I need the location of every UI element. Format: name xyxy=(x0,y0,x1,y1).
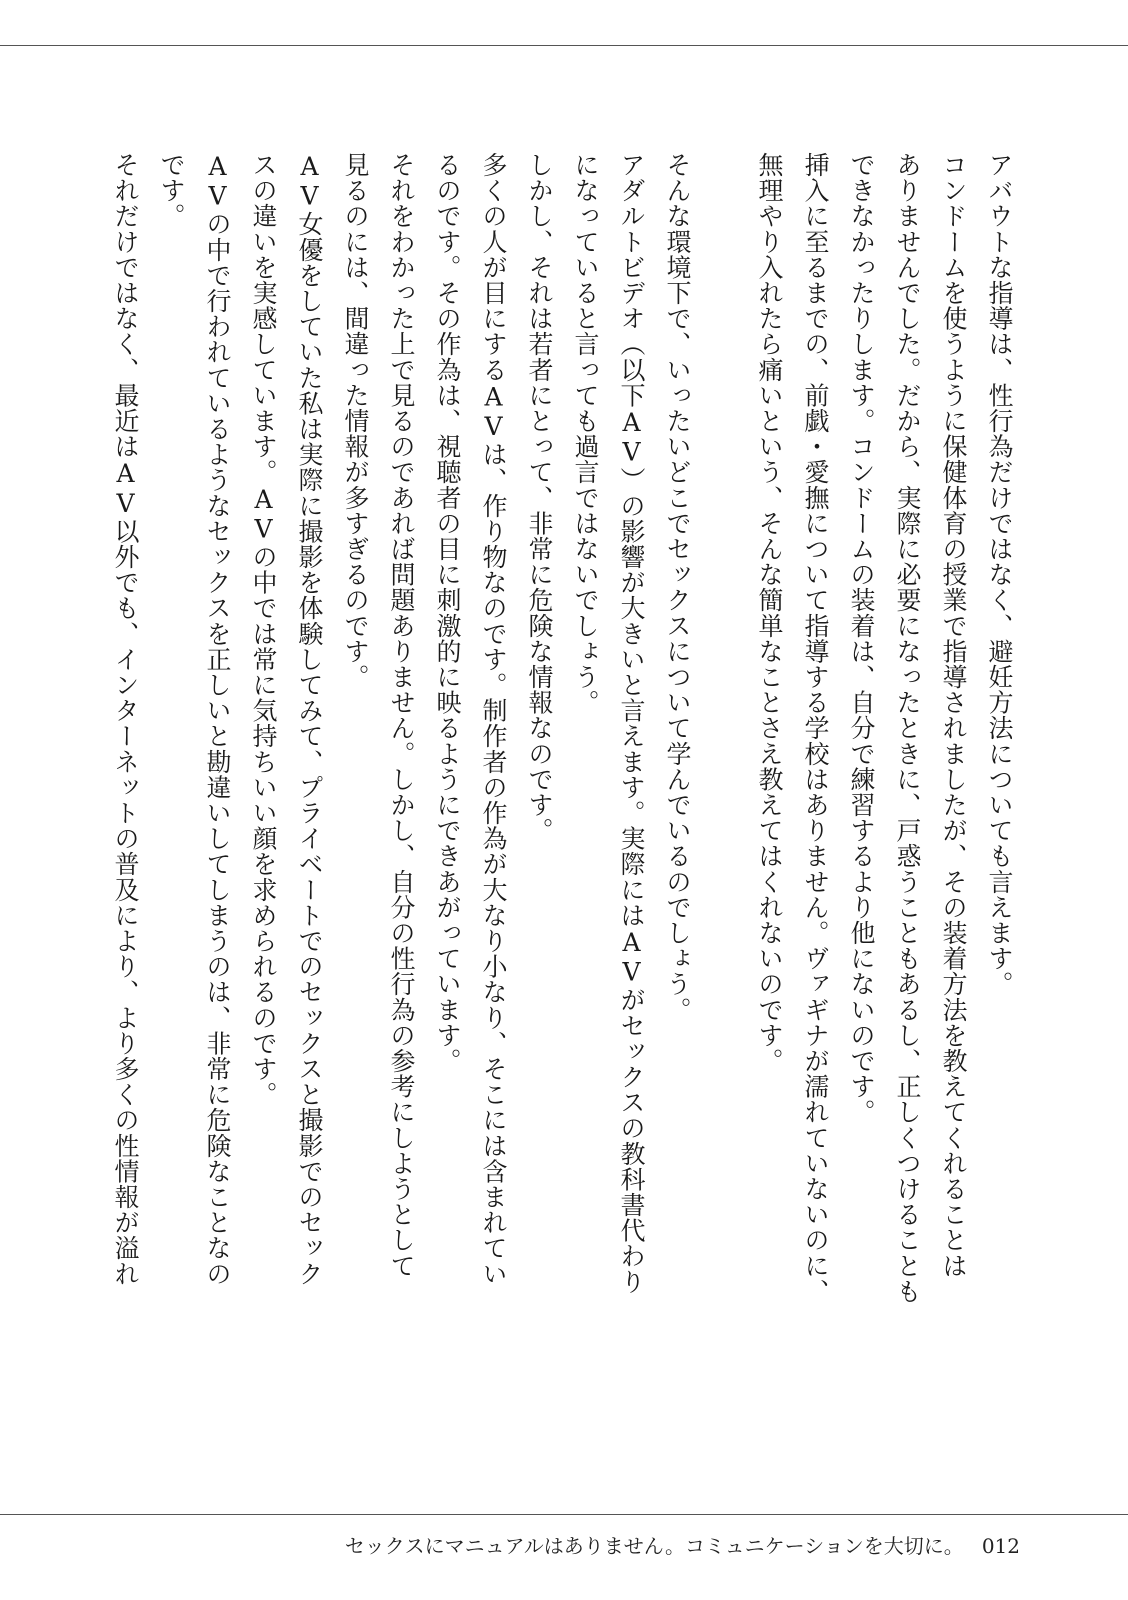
text-line: 多くの人が目にするAVは、作り物なのです。制作者の作為が大なり小なり、そこには含まれてい xyxy=(479,152,508,1287)
text-line: るのです。その作為は、視聴者の目に刺激的に映るようにできあがっています。 xyxy=(433,152,462,1074)
paragraph-break xyxy=(700,152,746,1397)
text-line: それをわかった上で見るのであれば問題ありません。しかし、自分の性行為の参考にしようとして xyxy=(387,152,416,1279)
text-line: AV女優をしていた私は実際に撮影を体験してみて、プライベートでのセックスと撮影でのセック xyxy=(295,152,324,1287)
text-line: 無理やり入れたら痛いという、そんな簡単なことさえ教えてはくれないのです。 xyxy=(755,152,784,1074)
text-line: それだけではなく、最近はAV以外でも、インターネットの普及により、より多くの性情報が溢れ xyxy=(111,152,140,1287)
text-line: アダルトビデオ（以下AV）の影響が大きいと言えます。実際にはAVがセックスの教科書代わり xyxy=(617,152,646,1295)
running-title: セックスにマニュアルはありません。コミュニケーションを大切に。 xyxy=(344,1534,964,1558)
text-line: です。 xyxy=(157,152,186,229)
text-line: ありませんでした。だから、実際に必要になったときに、戸惑うこともあるし、正しくつけることも xyxy=(893,152,922,1304)
text-line: そんな環境下で、いったいどこでセックスについて学んでいるのでしょう。 xyxy=(663,152,692,1023)
text-line: しかし、それは若者にとって、非常に危険な情報なのです。 xyxy=(525,152,554,844)
text-line: 挿入に至るまでの、前戯・愛撫について指導する学校はありません。ヴァギナが濡れていないのに、 xyxy=(801,152,830,1304)
text-line: AVの中で行われているようなセックスを正しいと勘違いしてしまうのは、非常に危険なことなの xyxy=(203,152,232,1287)
bottom-rule xyxy=(0,1514,1128,1515)
text-line: になっていると言っても過言ではないでしょう。 xyxy=(571,152,600,716)
top-rule xyxy=(0,45,1128,46)
text-line: コンドームを使うように保健体育の授業で指導されましたが、その装着方法を教えてくれることは xyxy=(939,152,968,1279)
text-line: 見るのには、間違った情報が多すぎるのです。 xyxy=(341,152,370,690)
page-number: 012 xyxy=(981,1534,1020,1558)
page-footer xyxy=(345,1530,1020,1559)
text-line: スの違いを実感しています。AVの中では常に気持ちいい顔を求められるのです。 xyxy=(249,152,278,1108)
text-line: できなかったりします。コンドームの装着は、自分で練習するより他にないのです。 xyxy=(847,152,876,1125)
vertical-body-text xyxy=(111,152,1022,1397)
text-line: アバウトな指導は、性行為だけではなく、避妊方法についても言えます。 xyxy=(985,152,1014,997)
